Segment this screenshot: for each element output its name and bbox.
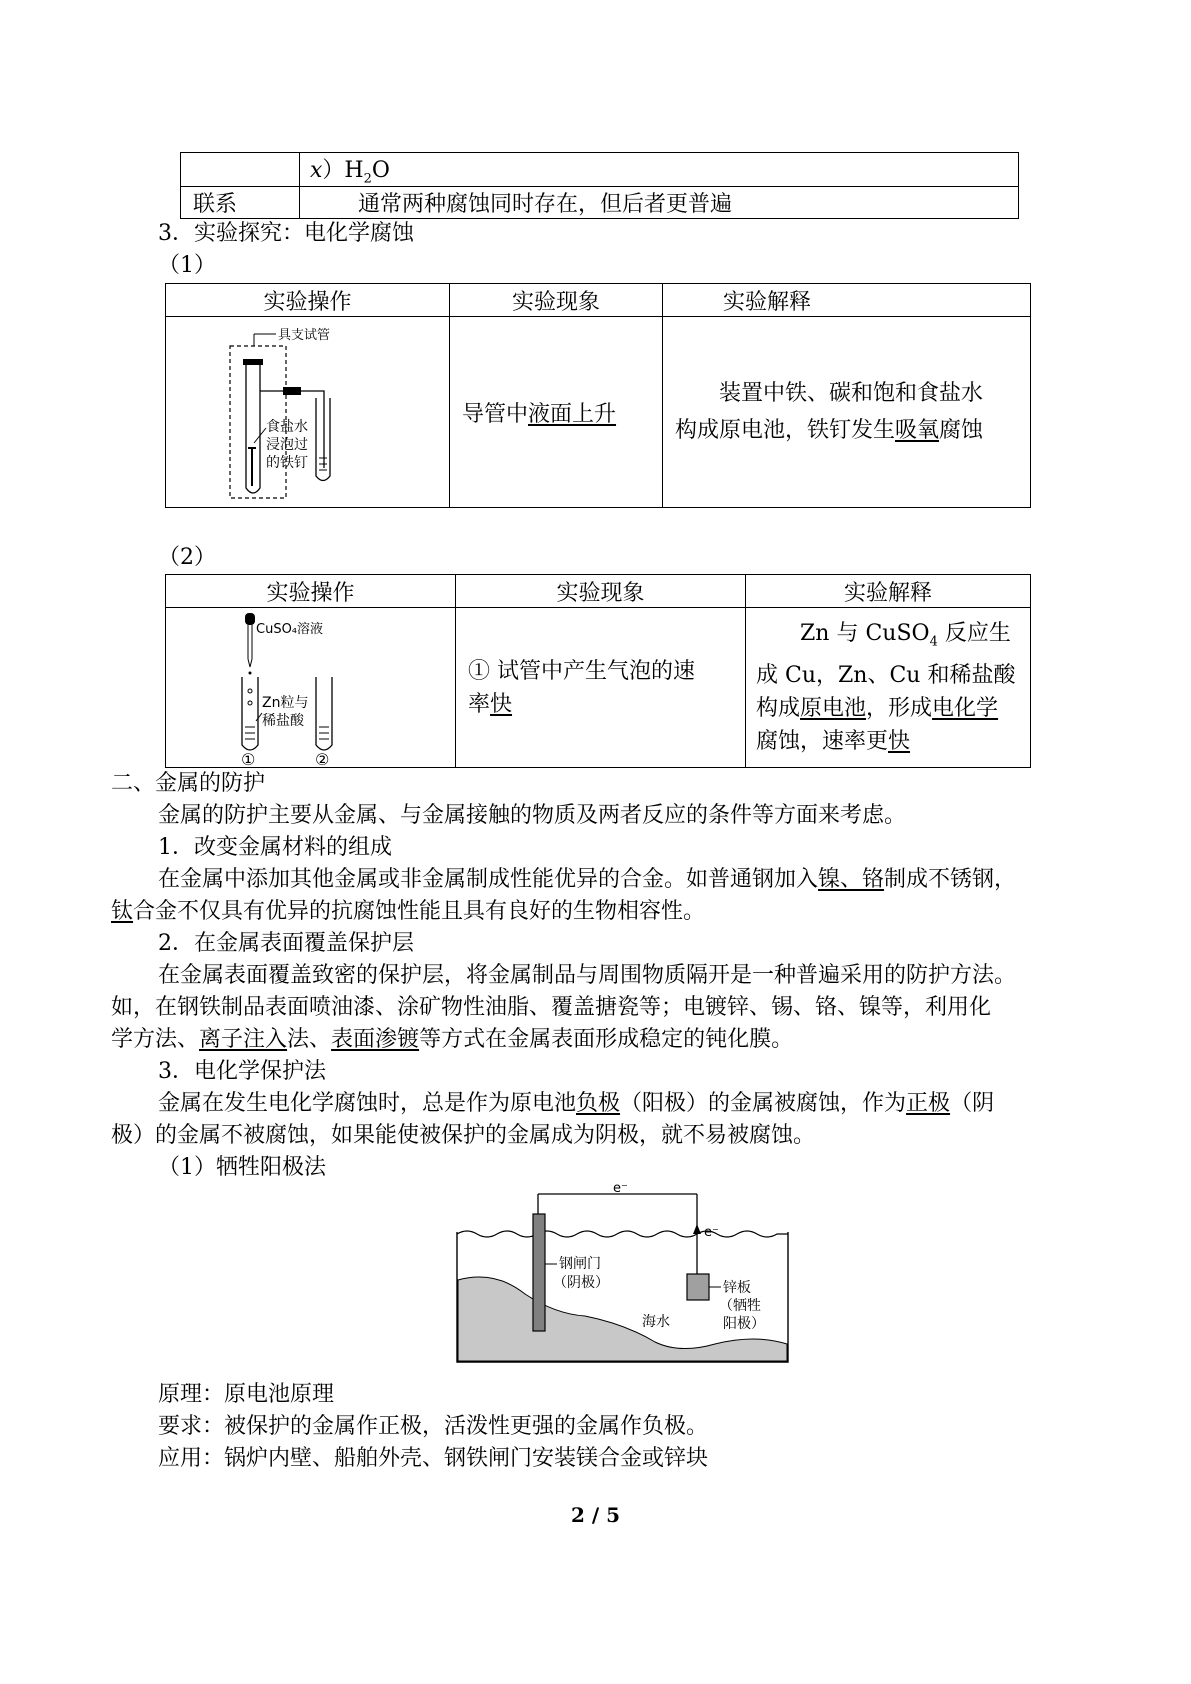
top-table-relation-text: 通常两种腐蚀同时存在，但后者更普遍 [300,187,1019,219]
part2-s2-line1: 在金属表面覆盖致密的保护层，将金属制品与周围物质隔开是一种普遍采用的防护方法。 [158,963,1017,988]
top-table [180,152,1019,219]
exp2-phenomenon-line2: 率快 [468,691,513,717]
sacrificial-anode-figure [455,1184,795,1376]
top-table-cell-empty [181,153,300,187]
top-table-cell-formula: $x)H_2O$ [300,153,1019,187]
label-cuso4: CuSO₄溶液 [256,621,324,637]
exp1-explain-line1: 装置中铁、碳和饱和食盐水 [719,381,984,406]
exp2-header-phenomenon: 实验现象 [456,575,746,608]
label-zinc-anode: 阳极） [723,1316,765,1332]
exp2-phenomenon-line1: ① 试管中产生气泡的速 [468,658,695,684]
application-line: 应用：锅炉内壁、船舶外壳、钢铁闸门安装镁合金或锌块 [158,1446,709,1471]
part2-s2-line3: 学方法、离子注入法、表面渗镀等方式在金属表面形成稳定的钝化膜。 [111,1027,794,1052]
branch-tube-apparatus-figure [166,318,449,507]
exp2-explain-line3: 构成原电池，形成电化学 [756,695,999,721]
exp1-header-explanation: 实验解释 [663,284,1031,317]
label-tube-2: ② [315,749,330,767]
part2-s3-title: 3．电化学保护法 [158,1059,326,1084]
label-nail-line3: 的铁钉 [266,454,308,471]
page-number: 2 / 5 [570,1503,621,1527]
exp2-explanation [746,608,1031,768]
part2-s2-title: 2．在金属表面覆盖保护层 [158,931,414,956]
top-table-label-relation: 联系 [181,187,300,219]
exp1-phenomenon: 导管中液面上升 [450,317,663,508]
part2-s3-line1: 金属在发生电化学腐蚀时，总是作为原电池负极（阳极）的金属被腐蚀，作为正极（阴 [158,1091,995,1116]
exp2-header-explanation: 实验解释 [746,575,1031,608]
exp1-label: （1） [158,253,216,278]
label-zn-line1: Zn粒与 [262,694,309,711]
principle-line: 原理：原电池原理 [158,1382,335,1407]
label-steel-gate-cathode: （阴极） [553,1275,609,1291]
exp2-explain-line1: Zn 与 CuSO$_4$ 反应生 [800,621,1011,650]
part2-s1-line2: 钛合金不仅具有优异的抗腐蚀性能且具有良好的生物相容性。 [111,899,706,924]
part2-intro: 金属的防护主要从金属、与金属接触的物质及两者反应的条件等方面来考虑。 [158,803,907,828]
exp1-phenomenon-answer: 液面上升 [528,401,617,427]
label-zinc-sacrificial: （牺牲 [719,1298,761,1314]
label-nail-line2: 浸泡过 [266,436,308,453]
exp1-explanation [663,317,1031,508]
exp2-header-operation: 实验操作 [166,575,456,608]
exp1-table [165,283,1031,508]
exp1-explain-line2: 构成原电池，铁钉发生吸氧腐蚀 [675,418,984,443]
exp2-phenomenon [456,608,746,768]
part2-s1-line1: 在金属中添加其他金属或非金属制成性能优异的合金。如普通钢加入镍、铬制成不锈钢， [158,867,1017,892]
exp2-explain-line2: 成 Cu，Zn、Cu 和稀盐酸 [756,662,1016,688]
section-3-title: 3．实验探究：电化学腐蚀 [158,221,414,246]
part2-s2-line2: 如，在钢铁制品表面喷油漆、涂矿物性油脂、覆盖搪瓷等；电镀锌、锡、铬、镍等，利用化 [111,995,992,1020]
part2-s3-line2: 极）的金属不被腐蚀，如果能使被保护的金属成为阴极，就不易被腐蚀。 [111,1123,816,1148]
exp2-table [165,574,1031,768]
exp1-header-operation: 实验操作 [166,284,450,317]
part2-s3-sub1: （1）牺牲阳极法 [158,1155,326,1180]
exp2-figure-cell [166,608,456,768]
exp2-explain-line4: 腐蚀，速率更快 [756,728,911,754]
zn-acid-tubes-figure [166,609,455,767]
label-zinc-plate: 锌板 [723,1280,751,1296]
exp1-figure-cell [166,317,450,508]
exp2-label: （2） [158,545,216,570]
label-electron-side: e⁻ [704,1225,719,1240]
label-steel-gate: 钢闸门 [559,1256,601,1272]
label-seawater: 海水 [642,1314,670,1330]
label-nail-line1: 食盐水 [266,418,308,435]
label-electron-top: e⁻ [613,1184,628,1196]
label-tube-1: ① [241,749,256,767]
exp1-header-phenomenon: 实验现象 [450,284,663,317]
label-branch-tube: 具支试管 [278,327,331,343]
requirement-line: 要求：被保护的金属作正极，活泼性更强的金属作负极。 [158,1414,709,1439]
label-zn-line2: 稀盐酸 [262,712,304,729]
part2-s1-title: 1．改变金属材料的组成 [158,835,392,860]
part2-title: 二、金属的防护 [111,771,266,796]
